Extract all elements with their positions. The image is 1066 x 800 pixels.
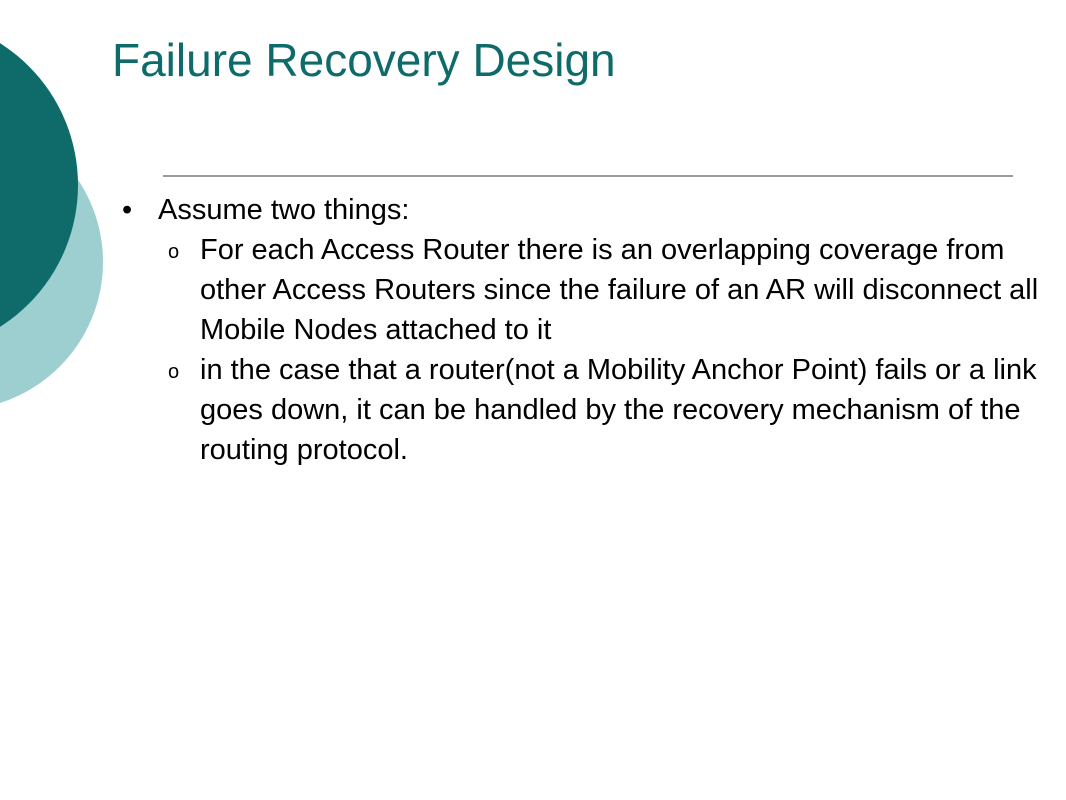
slide-content: [118, 190, 1048, 470]
sub-bullet-marker: o: [168, 241, 180, 263]
slide-title: Failure Recovery Design: [112, 34, 616, 86]
sub-bullet-text: For each Access Router there is an overlapping coverage from other Access Routers since the failure of an AR will disconnect all Mobile Nodes attached to it: [200, 234, 1039, 346]
bullet-item: [118, 190, 1048, 230]
title-divider: [163, 175, 1013, 177]
sub-bullet-marker: o: [168, 361, 180, 383]
bullet-marker: •: [122, 194, 133, 226]
sub-bullet-list: [118, 230, 1048, 470]
sub-bullet-item: [118, 230, 1048, 350]
bullet-text: Assume two things:: [158, 194, 410, 226]
decorative-circles: [0, 0, 120, 430]
sub-bullet-item: [118, 350, 1048, 470]
sub-bullet-text: in the case that a router(not a Mobility Anchor Point) fails or a link goes down, it can be handled by the recovery mechanism of the routing protocol.: [200, 354, 1037, 466]
